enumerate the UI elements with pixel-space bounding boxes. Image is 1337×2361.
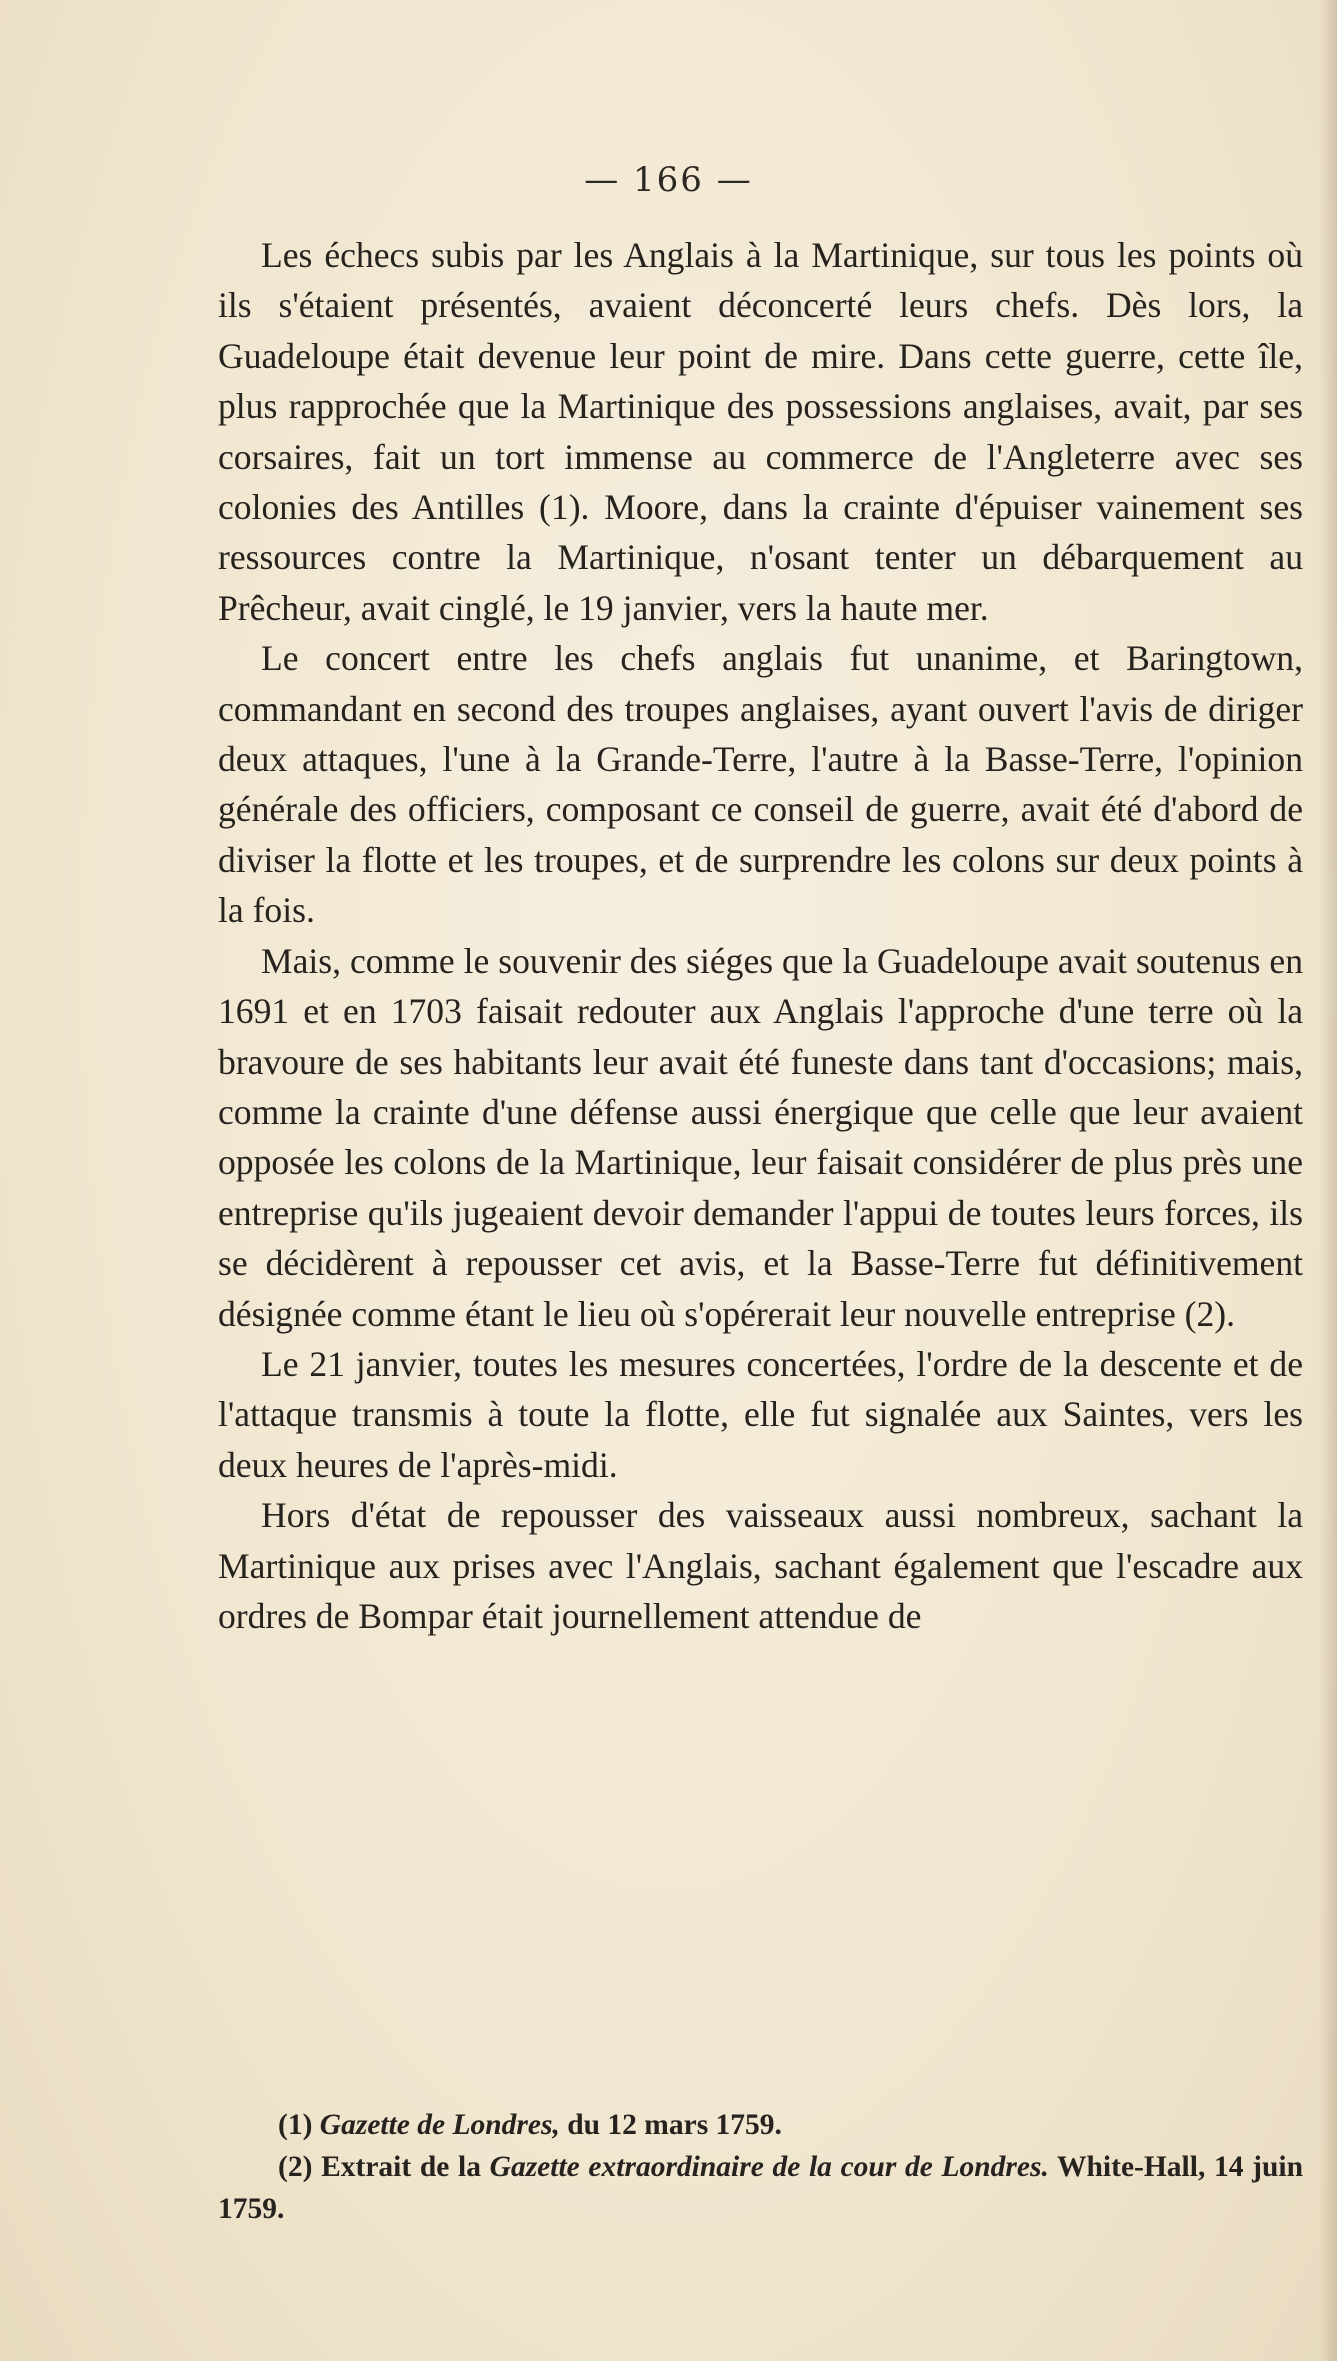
footnote (218, 2146, 1303, 2230)
footnote-marker: (2) Extrait de la (278, 2151, 481, 2183)
paragraph: Le 21 janvier, toutes les mesures concertées, l'ordre de la descente et de l'attaque transmis à toute la flotte, elle fut signalée aux Saintes, vers les deux heures de l'après-midi. (218, 1343, 1303, 1485)
page-number: — 166 — (584, 160, 753, 200)
footnote-source-title: Gazette de Londres, (319, 2109, 560, 2141)
paragraph: Les échecs subis par les Anglais à la Martinique, sur tous les points où ils s'étaient présentés, avaient déconcerté leurs chefs. Dès lors, la Guadeloupe était devenue leur point de mire. Dans cette guerre, cette île, plus rapprochée que la Martinique des possessions anglaises, avait, par ses corsaires, fait un tort immense au commerce de l'Angleterre avec ses colonies des Antilles (1). Moore, dans la crainte d'épuiser vainement ses ressources contre la Martinique, n'osant tenter un débarquement au Prêcheur, avait cinglé, le 19 janvier, vers la haute mer. (218, 235, 1303, 628)
paragraph: Hors d'état de repousser des vaisseaux aussi nombreux, sachant la Martinique aux prises avec l'Anglais, sachant également que l'escadre aux ordres de Bompar était journellement attendue de (218, 1495, 1303, 1636)
footnote-detail: White-Hall, 14 juin 1759. (218, 2151, 1303, 2225)
footnote-marker: (1) (278, 2109, 313, 2141)
footnote (218, 2104, 1303, 2146)
body-text (218, 230, 1303, 1641)
page-gutter-shadow (1319, 0, 1337, 2361)
paragraph: Mais, comme le souvenir des siéges que la Guadeloupe avait soutenus en 1691 et en 1703 faisait redouter aux Anglais l'approche d'une terre où la bravoure de ses habitants leur avait été funeste dans tant d'occasions; mais, comme la crainte d'une défense aussi énergique que celle que leur avaient opposée les colons de la Martinique, leur faisait considérer de plus près une entreprise qu'ils jugeaient devoir demander l'appui de toutes leurs forces, ils se décidèrent à repousser cet avis, et la Basse-Terre fut définitivement désignée comme étant le lieu où s'opérerait leur nouvelle entreprise (2). (218, 940, 1303, 1334)
paragraph: Le concert entre les chefs anglais fut unanime, et Baringtown, commandant en second des troupes anglaises, ayant ouvert l'avis de diriger deux attaques, l'une à la Grande-Terre, l'autre à la Basse-Terre, l'opinion générale des officiers, composant ce conseil de guerre, avait été d'abord de diviser la flotte et les troupes, et de surprendre les colons sur deux points à la fois. (218, 638, 1303, 931)
footnote-detail: du 12 mars 1759. (559, 2109, 782, 2141)
footnote-source-title: Gazette extraordinaire de la cour de Londres. (489, 2151, 1049, 2183)
footnotes (218, 2104, 1303, 2230)
